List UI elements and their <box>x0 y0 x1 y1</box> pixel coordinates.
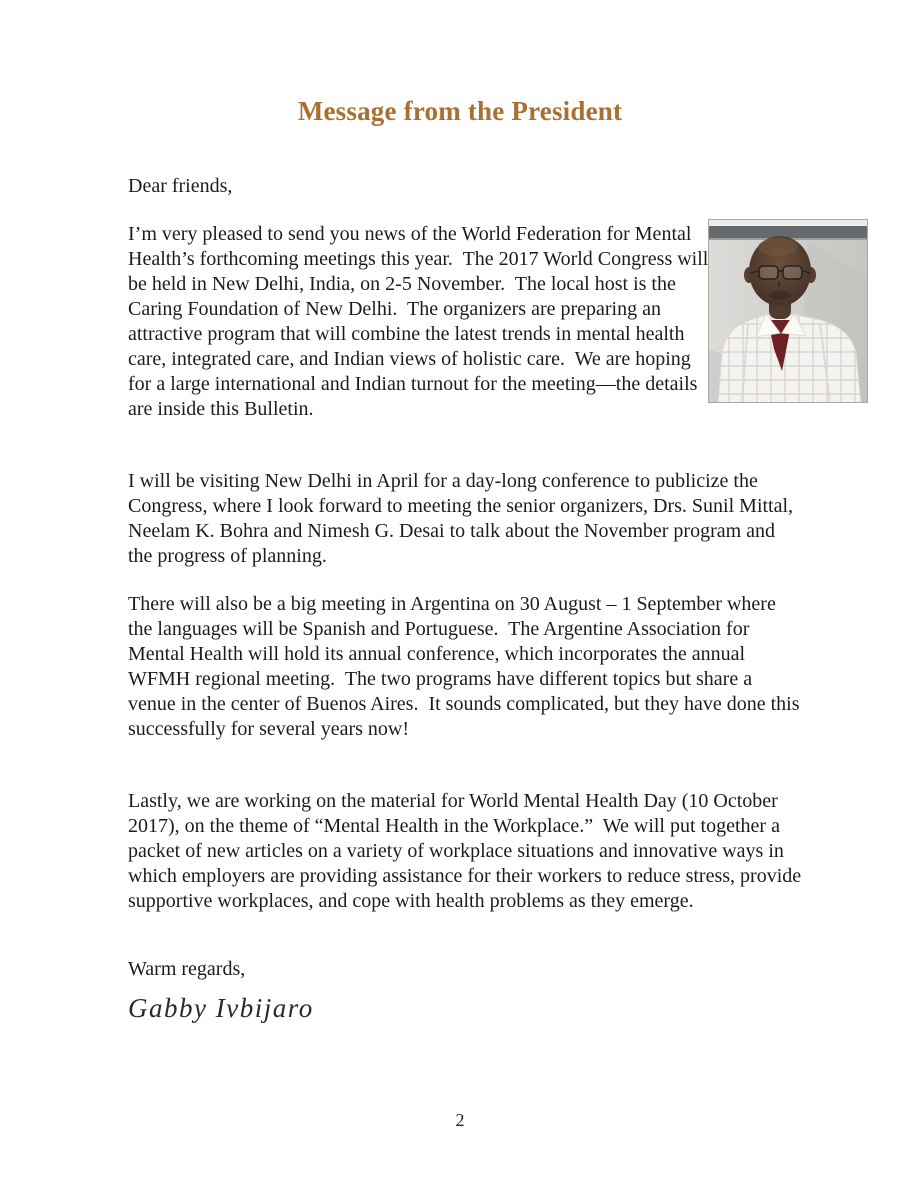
page-title: Message from the President <box>297 96 623 126</box>
president-photo-image <box>708 219 868 403</box>
greeting: Dear friends, <box>128 175 233 197</box>
paragraph-1: I’m very pleased to send you news of the World Federation for Mental Health’s forthcoming meetings this year. The 2017 World Congress will be held in New Delhi, India, on 2-5 November. The local host is the Caring Foundation of New Delhi. The organizers are preparing an attractive program that will combine the latest trends in mental health care, integrated care, and Indian views of holistic care. We are hoping for a large international and Indian turnout for the meeting—the details are inside this Bulletin. <box>128 223 714 420</box>
closing: Warm regards, <box>128 958 246 980</box>
president-photo <box>708 219 868 403</box>
signature: Gabby Ivbijaro <box>128 993 314 1023</box>
paragraph-2: I will be visiting New Delhi in April for a day-long conference to publicize the Congress, where I look forward to meeting the senior organizers, Drs. Sunil Mittal, Neelam K. Bohra and Nimesh G. Desai to talk about the November program and the progress of planning. <box>128 470 799 567</box>
paragraph-3: There will also be a big meeting in Argentina on 30 August – 1 September where the languages will be Spanish and Portuguese. The Argentine Association for Mental Health will hold its annual conference, which incorporates the annual WFMH regional meeting. The two programs have different topics but share a venue in the center of Buenos Aires. It sounds complicated, but they have done this successfully for several years now! <box>128 593 805 740</box>
page-number: 2 <box>455 1110 465 1130</box>
paragraph-4: Lastly, we are working on the material for World Mental Health Day (10 October 2017), on the theme of “Mental Health in the Workplace.” We will put together a packet of new articles on a variety of workplace situations and innovative ways in which employers are providing assistance for their workers to reduce stress, provide supportive workplaces, and cope with health problems as they emerge. <box>128 790 807 912</box>
